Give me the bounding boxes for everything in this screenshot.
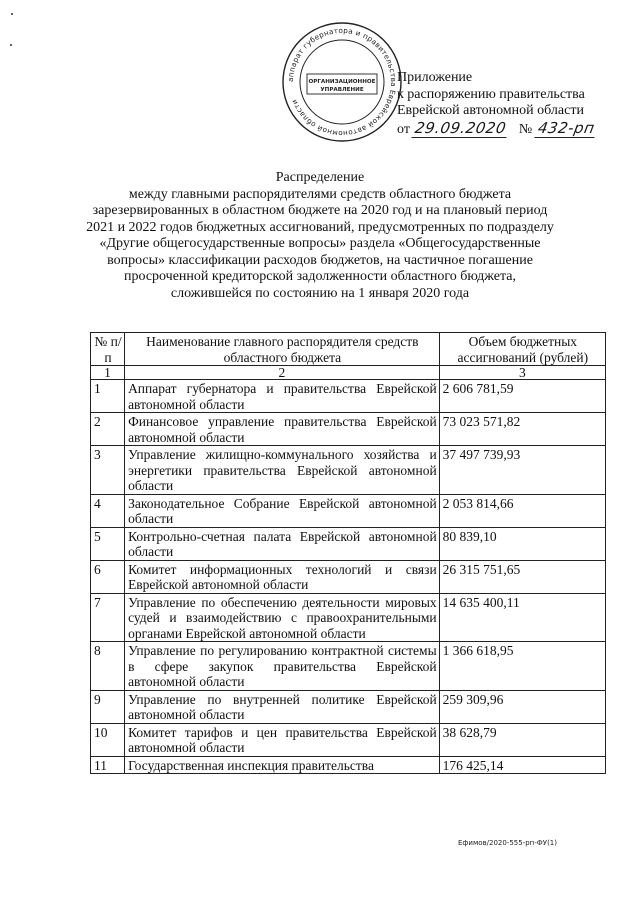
row-amount: 2 053 814,66 [439,494,605,527]
appendix-title: Приложение [397,70,473,85]
appendix-government: Еврейской автономной области [397,103,584,118]
row-num: 5 [91,527,125,560]
row-name: Финансовое управление правительства Еврейской автономной области [125,413,440,446]
row-name: Законодательное Собрание Еврейской автономной области [125,494,440,527]
row-num: 1 [91,380,125,413]
title-line: вопросы» классификации расходов бюджетов, на частичное погашение [107,252,533,268]
row-amount: 259 309,96 [439,690,605,723]
row-amount: 80 839,10 [439,527,605,560]
allocation-table [90,332,606,774]
row-name: Аппарат губернатора и правительства Еврейской автономной области [125,380,440,413]
row-num: 9 [91,690,125,723]
table-row [91,756,606,774]
document-title [70,170,570,302]
row-num: 6 [91,560,125,593]
row-num: 7 [91,593,125,642]
scan-mark [11,13,13,15]
table-row [91,446,606,495]
title-line: Распределение [275,170,365,185]
table-row [91,494,606,527]
row-amount: 14 635 400,11 [439,593,605,642]
row-name: Комитет информационных технологий и связи Еврейской автономной области [125,560,440,593]
scan-mark [10,44,12,46]
appendix-order-ref: к распоряжению правительства [397,86,585,102]
header-name: Наименование главного распорядителя средств областного бюджета [125,333,440,366]
index-cell: 1 [91,366,125,380]
row-num: 3 [91,446,125,495]
row-amount: 26 315 751,65 [439,560,605,593]
row-num: 2 [91,413,125,446]
table-row [91,527,606,560]
number-prefix: № [518,121,533,137]
stamp-center-line1: ОРГАНИЗАЦИОННОЕ [308,79,376,85]
handwritten-number: 432-рп [534,120,597,138]
stamp-center-line2: УПРАВЛЕНИЕ [320,87,364,93]
header-amount: Объем бюджетных ассигнований (рублей) [439,333,605,366]
table-index-row [91,366,606,380]
row-num: 8 [91,642,125,691]
table-row [91,413,606,446]
row-num: 11 [91,756,125,774]
table-row [91,690,606,723]
organization-stamp [280,20,404,144]
title-line: сложившейся по состоянию на 1 января 2020 года [170,285,470,301]
row-amount: 38 628,79 [439,723,605,756]
appendix-date-number [397,120,637,139]
row-name: Комитет тарифов и цен правительства Еврейской автономной области [125,723,440,756]
stamp-ring-textpath: аппарат губернатора и правительства Еврейской автономной области [285,25,399,139]
table-row [91,642,606,691]
row-amount: 176 425,14 [439,756,605,774]
index-cell: 3 [439,366,605,380]
row-name: Управление по внутренней политике Еврейской автономной области [125,690,440,723]
date-prefix: от [397,121,410,137]
table-row [91,593,606,642]
row-name: Управление жилищно-коммунального хозяйства и энергетики правительства Еврейской автономной области [125,446,440,495]
row-amount: 73 023 571,82 [439,413,605,446]
table-row [91,380,606,413]
row-amount: 2 606 781,59 [439,380,605,413]
title-line: «Другие общегосударственные вопросы» раздела «Общегосударственные [99,236,541,251]
row-amount: 1 366 618,95 [439,642,605,691]
title-line: просроченной кредиторской задолженности областного бюджета, [123,269,517,284]
table-row [91,560,606,593]
table-row [91,723,606,756]
document-footer-ref: Ефимов/2020-555-рп-ФУ(1) [458,839,557,847]
row-name: Контрольно-счетная палата Еврейской автономной области [125,527,440,560]
header-num: № п/п [91,333,125,366]
index-cell: 2 [125,366,440,380]
row-amount: 37 497 739,93 [439,446,605,495]
row-num: 10 [91,723,125,756]
row-name: Государственная инспекция правительства [125,756,440,774]
handwritten-date: 29.09.2020 [412,120,510,138]
row-name: Управление по обеспечению деятельности мировых судей и взаимодействию с правоохранительными органами Еврейской автономной области [125,593,440,642]
table-header-row [91,333,606,366]
row-num: 4 [91,494,125,527]
title-line: зарезервированных в областном бюджете на 2020 год и на плановый период [92,203,548,218]
row-name: Управление по регулированию контрактной системы в сфере закупок правительства Еврейской автономной области [125,642,440,691]
title-line: между главными распорядителями средств областного бюджета [128,186,512,202]
appendix-block [397,70,637,138]
title-line: 2021 и 2022 годов бюджетных ассигнований, предусмотренных по подразделу [86,219,554,235]
